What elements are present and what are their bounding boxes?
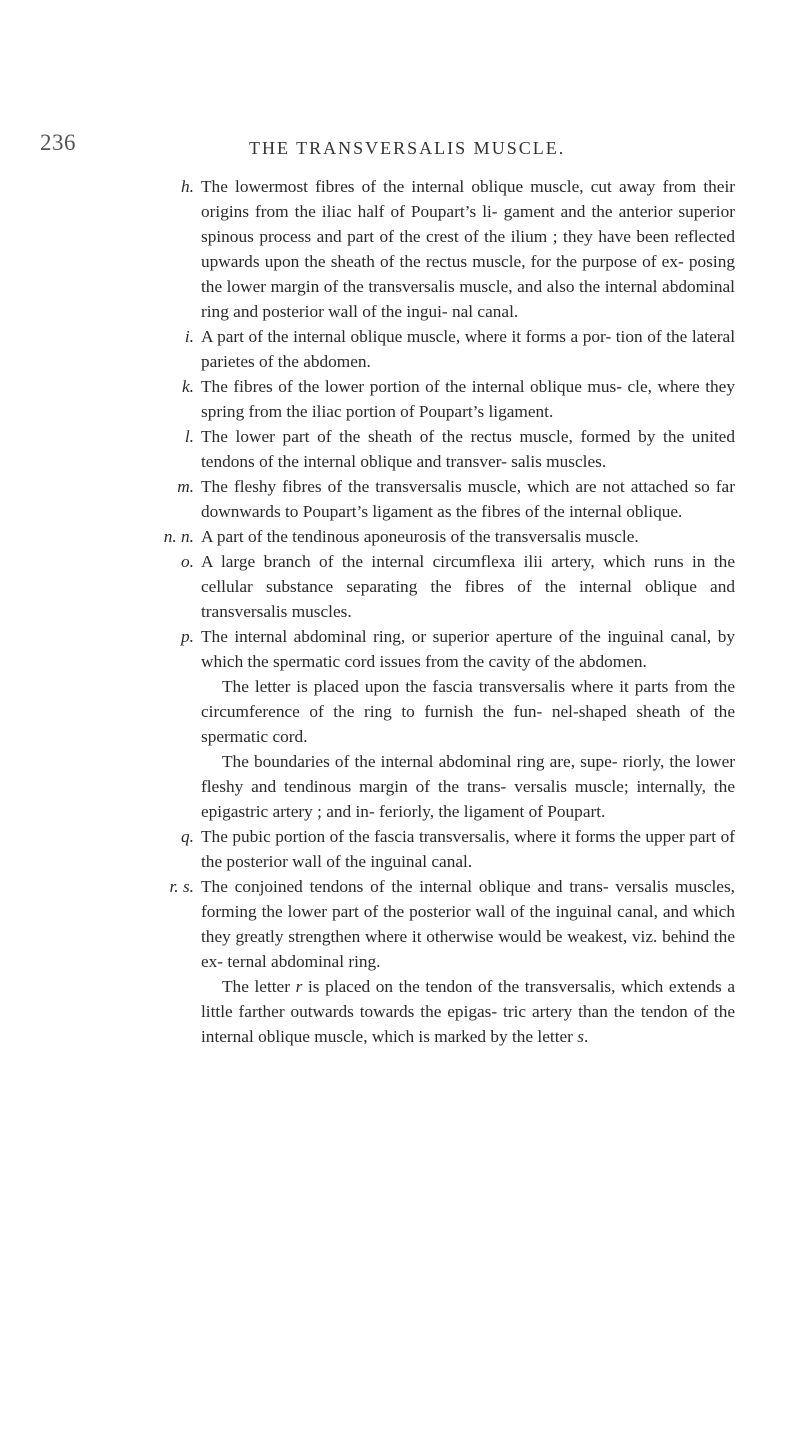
entry-text: A large branch of the internal circumflexa ilii artery, which runs in the cellular substance separating the fibres of the internal oblique and transversalis muscles. [201, 552, 735, 621]
note-paragraph-letter-placement: The letter is placed upon the fascia transversalis where it parts from the circumference of the ring to furnish the fun- nel-shaped sheath of the spermatic cord. [201, 677, 735, 746]
entry-text: The pubic portion of the fascia transversalis, where it forms the upper part of the posterior wall of the inguinal canal. [201, 827, 735, 871]
entry-key: i. [184, 327, 194, 346]
legend-entry-q [180, 824, 735, 874]
legend-entry-p [180, 624, 735, 674]
letter-s: s [577, 1027, 584, 1046]
entry-text: The lower part of the sheath of the rectus muscle, formed by the united tendons of the internal oblique and transver- salis muscles. [201, 427, 735, 471]
entry-text: The fleshy fibres of the transversalis muscle, which are not attached so far downwards to Poupart’s ligament as the fibres of the internal oblique. [201, 477, 735, 521]
entry-text: The conjoined tendons of the internal oblique and trans- versalis muscles, forming the lower part of the posterior wall of the inguinal canal, and which they greatly strengthen where it otherwise would be weakest, viz. behind the ex- ternal abdominal ring. [201, 877, 735, 971]
legend-text [163, 174, 735, 1049]
entry-key: m. [177, 477, 194, 496]
entry-key: k. [182, 377, 194, 396]
entry-key: p. [181, 627, 194, 646]
note-paragraph-tendon-letters [180, 974, 735, 1049]
entry-key: l. [184, 427, 194, 446]
note-text: The letter [222, 977, 296, 996]
letter-r: r [295, 977, 303, 996]
legend-entry-n-n [163, 524, 735, 549]
entry-key: r. s. [169, 877, 194, 896]
legend-entry-m [177, 474, 735, 524]
entry-text: The internal abdominal ring, or superior aperture of the inguinal canal, by which the spermatic cord issues from the cavity of the abdomen. [201, 627, 735, 671]
entry-key: n. n. [163, 527, 194, 546]
note-paragraph-ring-boundaries: The boundaries of the internal abdominal ring are, supe- riorly, the lower fleshy and tendinous margin of the trans- versalis muscle; internally, the epigastric artery ; and in- feriorly, the ligament of Poupart. [201, 752, 735, 821]
legend-entry-r-s [169, 874, 735, 974]
note-text: . [583, 1027, 589, 1046]
entry-text: A part of the internal oblique muscle, where it forms a por- tion of the lateral parietes of the abdomen. [201, 327, 735, 371]
entry-text: The lowermost fibres of the internal oblique muscle, cut away from their origins from the iliac half of Poupart’s li- gament and the anterior superior spinous process and part of the crest of the ilium ; they have been reflected upwards upon the sheath of the rectus muscle, for the purpose of ex- posing the lower margin of the transversalis muscle, and also the internal abdominal ring and posterior wall of the ingui- nal canal. [201, 177, 735, 321]
entry-key: q. [181, 827, 194, 846]
entry-text: The fibres of the lower portion of the internal oblique mus- cle, where they spring from the iliac portion of Poupart’s ligament. [201, 377, 735, 421]
entry-key: o. [181, 552, 194, 571]
note-text: is placed on the tendon of the transversalis, which extends a little farther outwards towards the epigas- tric artery than the tendon of the internal oblique muscle, which is marked by the letter [201, 977, 735, 1046]
legend-entry-i [180, 324, 735, 374]
legend-entry-k [180, 374, 735, 424]
legend-entry-l [180, 424, 735, 474]
running-head: THE TRANSVERSALIS MUSCLE. [249, 138, 566, 158]
page-number: 236 [40, 130, 76, 155]
entry-key: h. [181, 177, 194, 196]
legend-entry-h [180, 174, 735, 324]
entry-text: A part of the tendinous aponeurosis of the transversalis muscle. [201, 527, 639, 546]
legend-entry-o [180, 549, 735, 624]
